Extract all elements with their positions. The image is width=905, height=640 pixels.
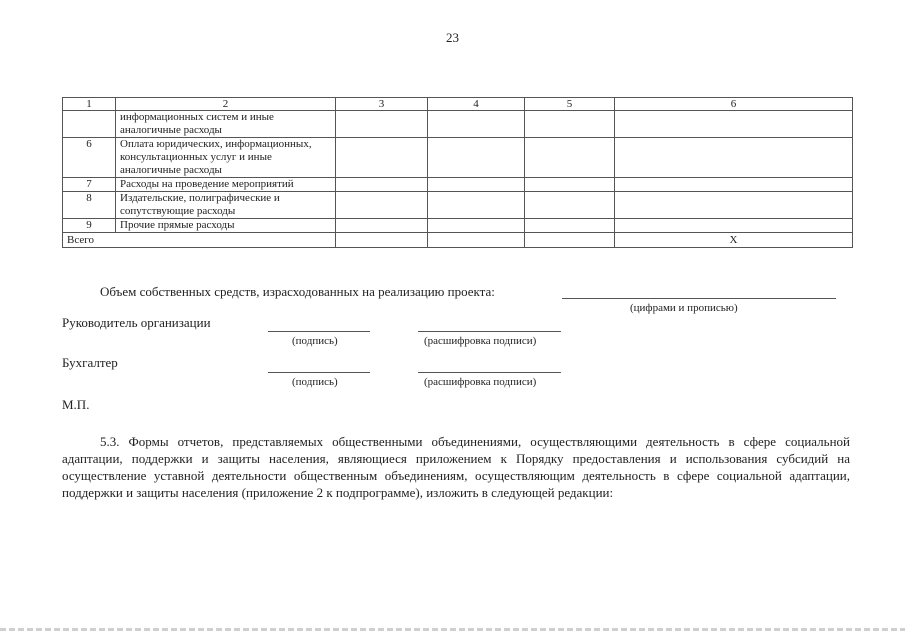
head-label: Руководитель организации xyxy=(62,315,211,330)
empty-cell xyxy=(336,192,428,219)
empty-cell xyxy=(428,111,525,138)
row-number: 9 xyxy=(63,219,116,233)
accountant-decode-caption: (расшифровка подписи) xyxy=(424,376,537,388)
empty-cell xyxy=(525,219,615,233)
accountant-label: Бухгалтер xyxy=(62,355,118,370)
header-cell: 2 xyxy=(116,98,336,111)
table-row xyxy=(63,192,853,219)
head-decode-caption: (расшифровка подписи) xyxy=(424,335,537,347)
empty-cell xyxy=(336,111,428,138)
table-row xyxy=(63,111,853,138)
row-description: Издательские, полиграфические и сопутствующие расходы xyxy=(116,192,336,219)
row-description: Оплата юридических, информационных, консультационных услуг и иные аналогичные расходы xyxy=(116,138,336,178)
empty-cell xyxy=(525,111,615,138)
own-funds-line xyxy=(562,298,836,299)
empty-cell xyxy=(428,138,525,178)
empty-cell xyxy=(615,192,853,219)
empty-cell xyxy=(525,138,615,178)
empty-cell xyxy=(336,178,428,192)
empty-cell xyxy=(428,178,525,192)
accountant-sign-caption: (подпись) xyxy=(292,376,338,388)
page-number: 23 xyxy=(446,30,459,45)
empty-cell xyxy=(336,219,428,233)
total-label: Всего xyxy=(63,233,336,248)
empty-cell xyxy=(336,138,428,178)
seal-label: М.П. xyxy=(62,397,90,412)
table-total-row xyxy=(63,233,853,248)
empty-cell xyxy=(525,233,615,248)
head-signature-line xyxy=(268,331,370,332)
expense-table xyxy=(62,97,853,248)
row-description: Расходы на проведение мероприятий xyxy=(116,178,336,192)
empty-cell xyxy=(525,178,615,192)
empty-cell xyxy=(615,219,853,233)
accountant-signature-line xyxy=(268,372,370,373)
row-description: Прочие прямые расходы xyxy=(116,219,336,233)
header-cell: 5 xyxy=(525,98,615,111)
empty-cell xyxy=(525,192,615,219)
table-header-row xyxy=(63,98,853,111)
table-row xyxy=(63,178,853,192)
header-cell: 1 xyxy=(63,98,116,111)
empty-cell xyxy=(428,219,525,233)
own-funds-caption: (цифрами и прописью) xyxy=(630,302,738,314)
head-decode-line xyxy=(418,331,561,332)
empty-cell xyxy=(615,178,853,192)
empty-cell xyxy=(615,111,853,138)
row-number: 8 xyxy=(63,192,116,219)
empty-cell xyxy=(615,138,853,178)
row-number: 6 xyxy=(63,138,116,178)
table-row xyxy=(63,219,853,233)
paragraph-5-3: 5.3. Формы отчетов, представляемых общественными объединениями, осуществляющими деятельность в сфере социальной адаптации, поддержки и защиты населения, являющиеся приложением к Порядку предоставления и использования субсидий на осуществление уставной деятельности общественным объединениям, осуществляющим деятельность в сфере социальной адаптации, поддержки и защиты населения (приложение 2 к подпрограмме), изложить в следующей редакции: xyxy=(62,434,850,500)
header-cell: 6 xyxy=(615,98,853,111)
header-cell: 4 xyxy=(428,98,525,111)
empty-cell xyxy=(428,233,525,248)
row-number xyxy=(63,111,116,138)
empty-cell xyxy=(428,192,525,219)
row-description: информационных систем и иные аналогичные расходы xyxy=(116,111,336,138)
head-sign-caption: (подпись) xyxy=(292,335,338,347)
table-row xyxy=(63,138,853,178)
accountant-decode-line xyxy=(418,372,561,373)
row-number: 7 xyxy=(63,178,116,192)
total-mark: Х xyxy=(615,233,853,248)
scan-edge-artifact xyxy=(0,628,905,631)
empty-cell xyxy=(336,233,428,248)
header-cell: 3 xyxy=(336,98,428,111)
own-funds-label: Объем собственных средств, израсходованных на реализацию проекта: xyxy=(100,284,495,299)
